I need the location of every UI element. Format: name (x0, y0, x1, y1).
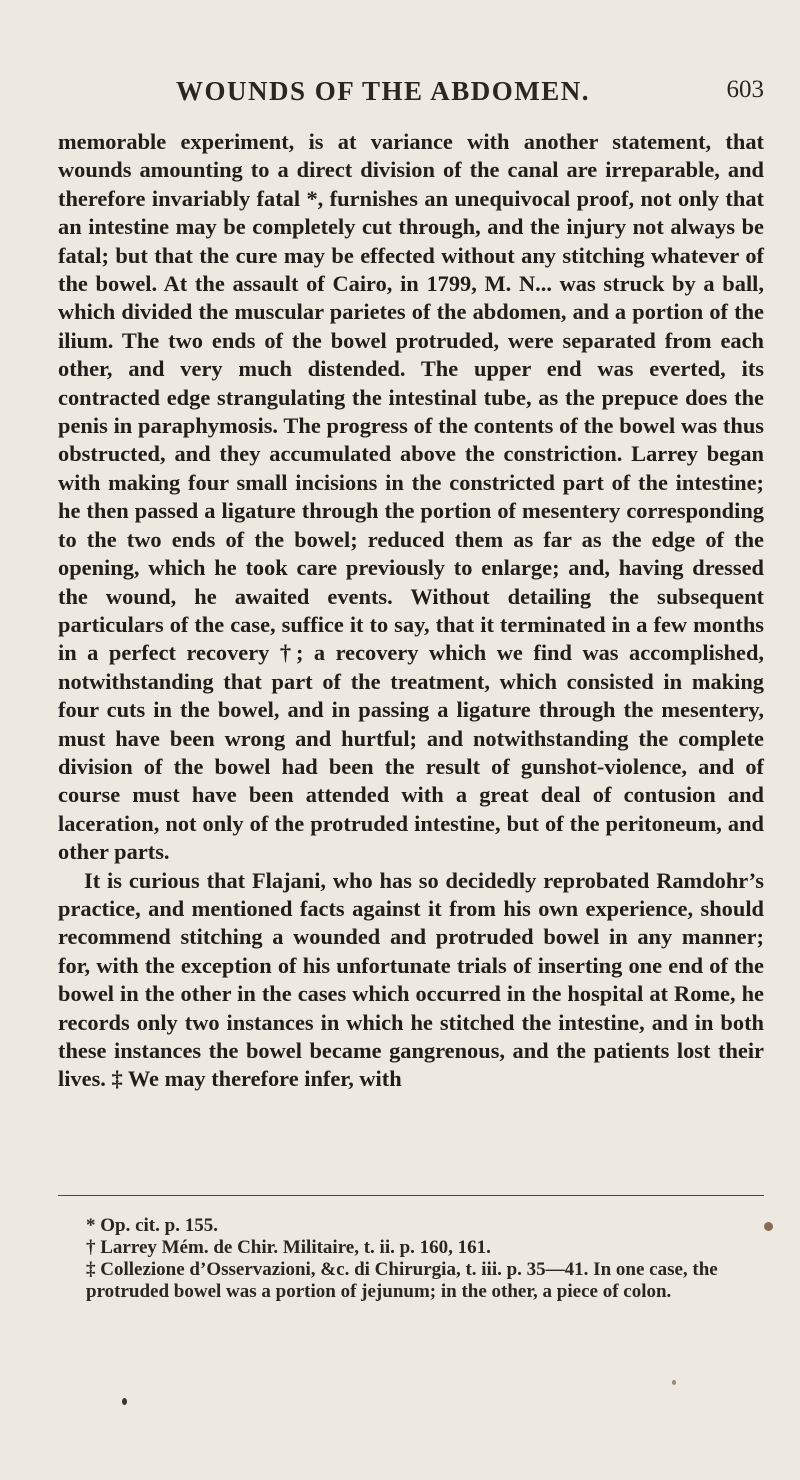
ink-spot (122, 1398, 127, 1405)
footnote-3: ‡ Collezione d’Osservazioni, &c. di Chirurgia, t. iii. p. 35—41. In one case, the protruded bowel was a portion of jejunum; in the other, a piece of colon. (86, 1259, 718, 1302)
footnotes (58, 1215, 764, 1303)
footnote-1: * Op. cit. p. 155. (86, 1215, 218, 1236)
ink-spot (672, 1380, 676, 1385)
ink-spot (764, 1222, 773, 1231)
body-text (58, 128, 764, 1094)
footnote-rule (58, 1195, 764, 1196)
paragraph-1: memorable experiment, is at variance with another statement, that wounds amounting to a direct division of the canal are irreparable, and therefore invariably fatal *, furnishes an unequivocal proof, not only that an intestine may be completely cut through, and the injury not always be fatal; but that the cure may be effected without any stitching whatever of the bowel. At the assault of Cairo, in 1799, M. N... was struck by a ball, which divided the muscular parietes of the abdomen, and a portion of the ilium. The two ends of the bowel protruded, were separated from each other, and very much distended. The upper end was everted, its contracted edge strangulating the intestinal tube, as the prepuce does the penis in paraphymosis. The progress of the contents of the bowel was thus obstructed, and they accumulated above the constriction. Larrey began with making four small incisions in the constricted part of the intestine; he then passed a ligature through the portion of mesentery corresponding to the two ends of the bowel; reduced them as far as the edge of the opening, which he took care previously to enlarge; and, having dressed the wound, he awaited events. Without detailing the subsequent particulars of the case, suffice it to say, that it terminated in a few months in a perfect recovery †; a recovery which we find was accomplished, notwithstanding that part of the treatment, which consisted in making four cuts in the bowel, and in passing a ligature through the mesentery, must have been wrong and hurtful; and notwithstanding the complete division of the bowel had been the result of gunshot-violence, and of course must have been attended with a great deal of contusion and laceration, not only of the protruded intestine, but of the peritoneum, and other parts. (58, 129, 764, 865)
page-number: 603 (726, 76, 764, 103)
running-title: WOUNDS OF THE ABDOMEN. (176, 76, 591, 106)
paragraph-2: It is curious that Flajani, who has so decidedly reprobated Ramdohr’s practice, and mentioned facts against it from his own experience, should recommend stitching a wounded and protruded bowel in any manner; for, with the exception of his unfortunate trials of inserting one end of the bowel in the other in the cases which occurred in the hospital at Rome, he records only two instances in which he stitched the intestine, and in both these instances the bowel became gangrenous, and the patients lost their lives. ‡ We may therefore infer, with (58, 867, 764, 1092)
page-header (58, 76, 764, 116)
footnote-2: † Larrey Mém. de Chir. Militaire, t. ii. p. 160, 161. (86, 1237, 491, 1258)
